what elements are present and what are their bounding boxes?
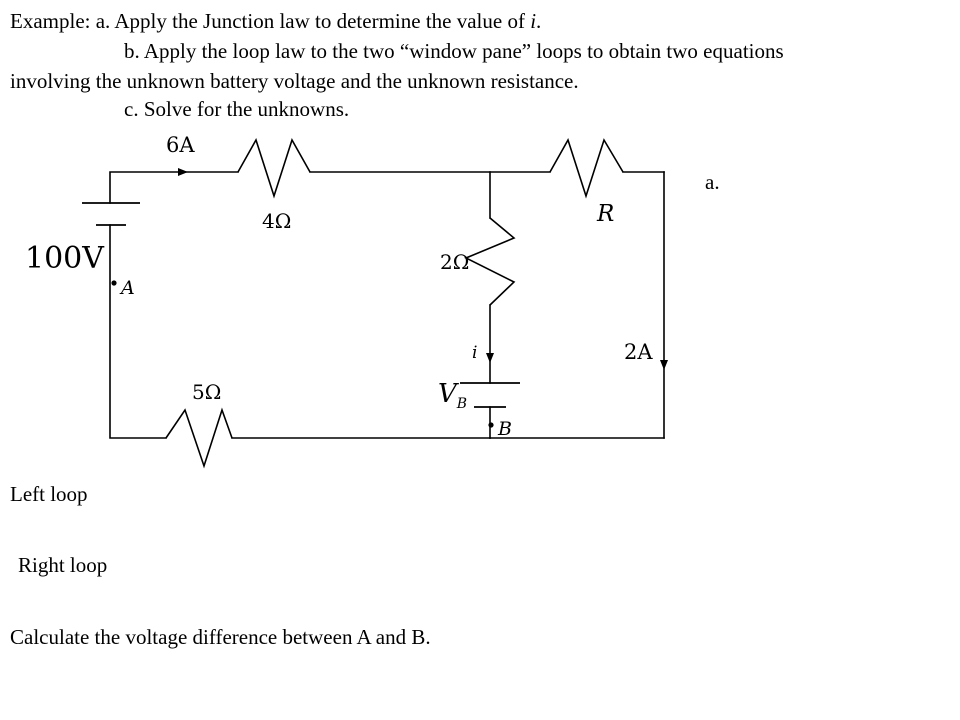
problem-part-b-line2: involving the unknown battery voltage and the unknown resistance. bbox=[10, 69, 579, 93]
problem-title-prefix: Example: a. Apply the Junction law to determine the value of bbox=[10, 9, 531, 33]
label-battery-vb bbox=[438, 379, 467, 412]
resistor-4ohm bbox=[238, 140, 310, 196]
problem-part-c: c. Solve for the unknowns. bbox=[124, 97, 350, 121]
label-resistor-r: R bbox=[597, 201, 615, 227]
label-battery-vb-main: V bbox=[438, 379, 457, 409]
label-current-2a: 2A bbox=[624, 340, 653, 364]
label-battery-vb-sub: B bbox=[456, 396, 468, 412]
label-resistor-5ohm: 5Ω bbox=[192, 380, 222, 404]
current-arrow-top bbox=[178, 168, 188, 176]
point-b-dot bbox=[488, 422, 493, 427]
problem-part-b-line1: b. Apply the loop law to the two “window pane” loops to obtain two equations bbox=[124, 39, 784, 63]
left-loop-label: Left loop bbox=[10, 482, 88, 506]
current-arrow-i bbox=[486, 353, 494, 363]
resistor-5ohm bbox=[166, 410, 232, 466]
resistor-2ohm bbox=[466, 218, 514, 305]
point-a-dot bbox=[111, 280, 116, 285]
resistor-r bbox=[550, 140, 623, 196]
label-current-i: i bbox=[472, 343, 478, 363]
right-loop-label: Right loop bbox=[18, 553, 108, 577]
label-point-b: B bbox=[498, 418, 512, 440]
label-battery-100v: 100V bbox=[25, 241, 104, 276]
label-resistor-4ohm: 4Ω bbox=[262, 209, 292, 233]
label-resistor-2ohm: 2Ω bbox=[440, 250, 470, 274]
voltage-question: Calculate the voltage difference between A and B. bbox=[10, 625, 431, 649]
problem-title-suffix: . bbox=[536, 9, 542, 33]
label-current-6a: 6A bbox=[166, 133, 195, 157]
answer-part-a-label: a. bbox=[705, 170, 720, 194]
current-arrow-right bbox=[660, 360, 668, 370]
problem-title-var: i bbox=[530, 9, 537, 33]
wire-top-left bbox=[110, 172, 238, 203]
wire-bottom-left bbox=[110, 225, 166, 438]
label-point-a: A bbox=[121, 277, 135, 299]
